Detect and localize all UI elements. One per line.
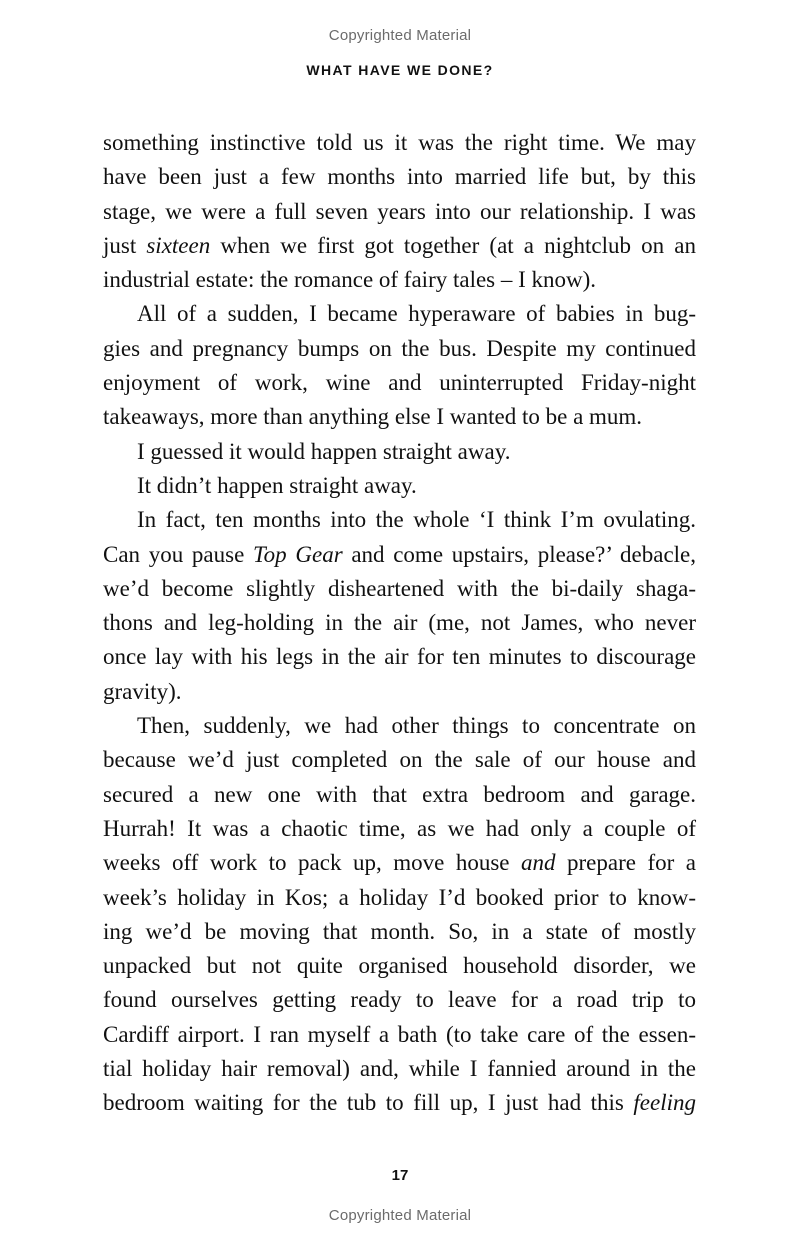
text-segment: have been just a few months into married life but, by this	[103, 164, 696, 190]
text-segment: week’s holiday in Kos; a holiday I’d booked prior to know-	[103, 884, 696, 910]
text-line	[103, 881, 696, 915]
text-line	[103, 400, 696, 434]
text-segment: found ourselves getting ready to leave for a road trip to	[103, 987, 696, 1013]
text-segment: unpacked but not quite organised household disorder, we	[103, 953, 696, 979]
running-head: WHAT HAVE WE DONE?	[306, 62, 494, 78]
text-line	[103, 606, 696, 640]
text-line	[103, 915, 696, 949]
text-segment: stage, we were a full seven years into our relationship. I was	[103, 198, 696, 224]
text-line	[103, 1086, 696, 1120]
italic-text: feeling	[633, 1090, 696, 1116]
text-segment: takeaways, more than anything else I wanted to be a mum.	[103, 404, 643, 430]
text-line	[103, 263, 696, 297]
text-segment: when we first got together (at a nightclub on an	[210, 232, 696, 258]
text-line	[103, 366, 696, 400]
text-segment: thons and leg-holding in the air (me, not James, who never	[103, 610, 696, 636]
text-line	[103, 435, 696, 469]
text-line	[103, 812, 696, 846]
text-line	[103, 1018, 696, 1052]
text-segment: industrial estate: the romance of fairy tales – I know).	[103, 267, 597, 293]
text-line	[103, 503, 696, 537]
italic-text: sixteen	[146, 232, 211, 258]
text-segment: Cardiff airport. I ran myself a bath (to take care of the essen-	[103, 1021, 696, 1047]
text-line	[103, 846, 696, 880]
text-segment: Then, suddenly, we had other things to concentrate on	[137, 713, 696, 739]
text-segment: Hurrah! It was a chaotic time, as we had only a couple of	[103, 815, 696, 841]
text-line	[103, 297, 696, 331]
text-line	[103, 640, 696, 674]
text-segment: we’d become slightly disheartened with the bi-daily shaga-	[103, 575, 696, 601]
text-segment: Can you pause	[103, 541, 253, 567]
text-line	[103, 332, 696, 366]
text-line	[103, 778, 696, 812]
text-line	[103, 983, 696, 1017]
italic-text: Top Gear	[253, 541, 343, 567]
text-segment: and come upstairs, please?’ debacle,	[342, 541, 697, 567]
text-segment: secured a new one with that extra bedroom and garage.	[103, 781, 696, 807]
text-segment: In fact, ten months into the whole ‘I think I’m ovulating.	[137, 507, 696, 533]
text-segment: just	[103, 232, 147, 258]
text-segment: I guessed it would happen straight away.	[137, 438, 511, 464]
text-line	[103, 1052, 696, 1086]
text-line	[103, 538, 696, 572]
page-number: 17	[391, 1167, 409, 1184]
text-line	[103, 195, 696, 229]
text-segment: It didn’t happen straight away.	[137, 472, 417, 498]
copyright-watermark-bottom: Copyrighted Material	[328, 1207, 472, 1224]
text-line	[103, 469, 696, 503]
text-line	[103, 675, 696, 709]
text-segment: because we’d just completed on the sale of our house and	[103, 747, 696, 773]
text-segment: All of a sudden, I became hyperaware of babies in bug-	[137, 301, 696, 327]
copyright-watermark-top: Copyrighted Material	[328, 27, 472, 44]
text-segment: ing we’d be moving that month. So, in a state of mostly	[103, 918, 696, 944]
text-segment: gies and pregnancy bumps on the bus. Despite my continued	[103, 335, 696, 361]
text-line	[103, 743, 696, 777]
text-segment: gravity).	[103, 678, 182, 704]
text-segment: tial holiday hair removal) and, while I fannied around in the	[103, 1056, 696, 1082]
text-line	[103, 160, 696, 194]
text-line	[103, 572, 696, 606]
text-line	[103, 126, 696, 160]
text-line	[103, 949, 696, 983]
text-segment: weeks off work to pack up, move house	[103, 850, 521, 876]
italic-text: and	[521, 850, 556, 876]
text-line	[103, 229, 696, 263]
text-segment: something instinctive told us it was the right time. We may	[103, 130, 696, 155]
body-text	[103, 126, 696, 1121]
text-segment: enjoyment of work, wine and uninterrupted Friday-night	[103, 370, 696, 396]
text-segment: once lay with his legs in the air for ten minutes to discourage	[103, 644, 696, 670]
text-segment: bedroom waiting for the tub to fill up, I just had this	[103, 1090, 634, 1116]
text-segment: prepare for a	[555, 850, 696, 876]
text-line	[103, 709, 696, 743]
